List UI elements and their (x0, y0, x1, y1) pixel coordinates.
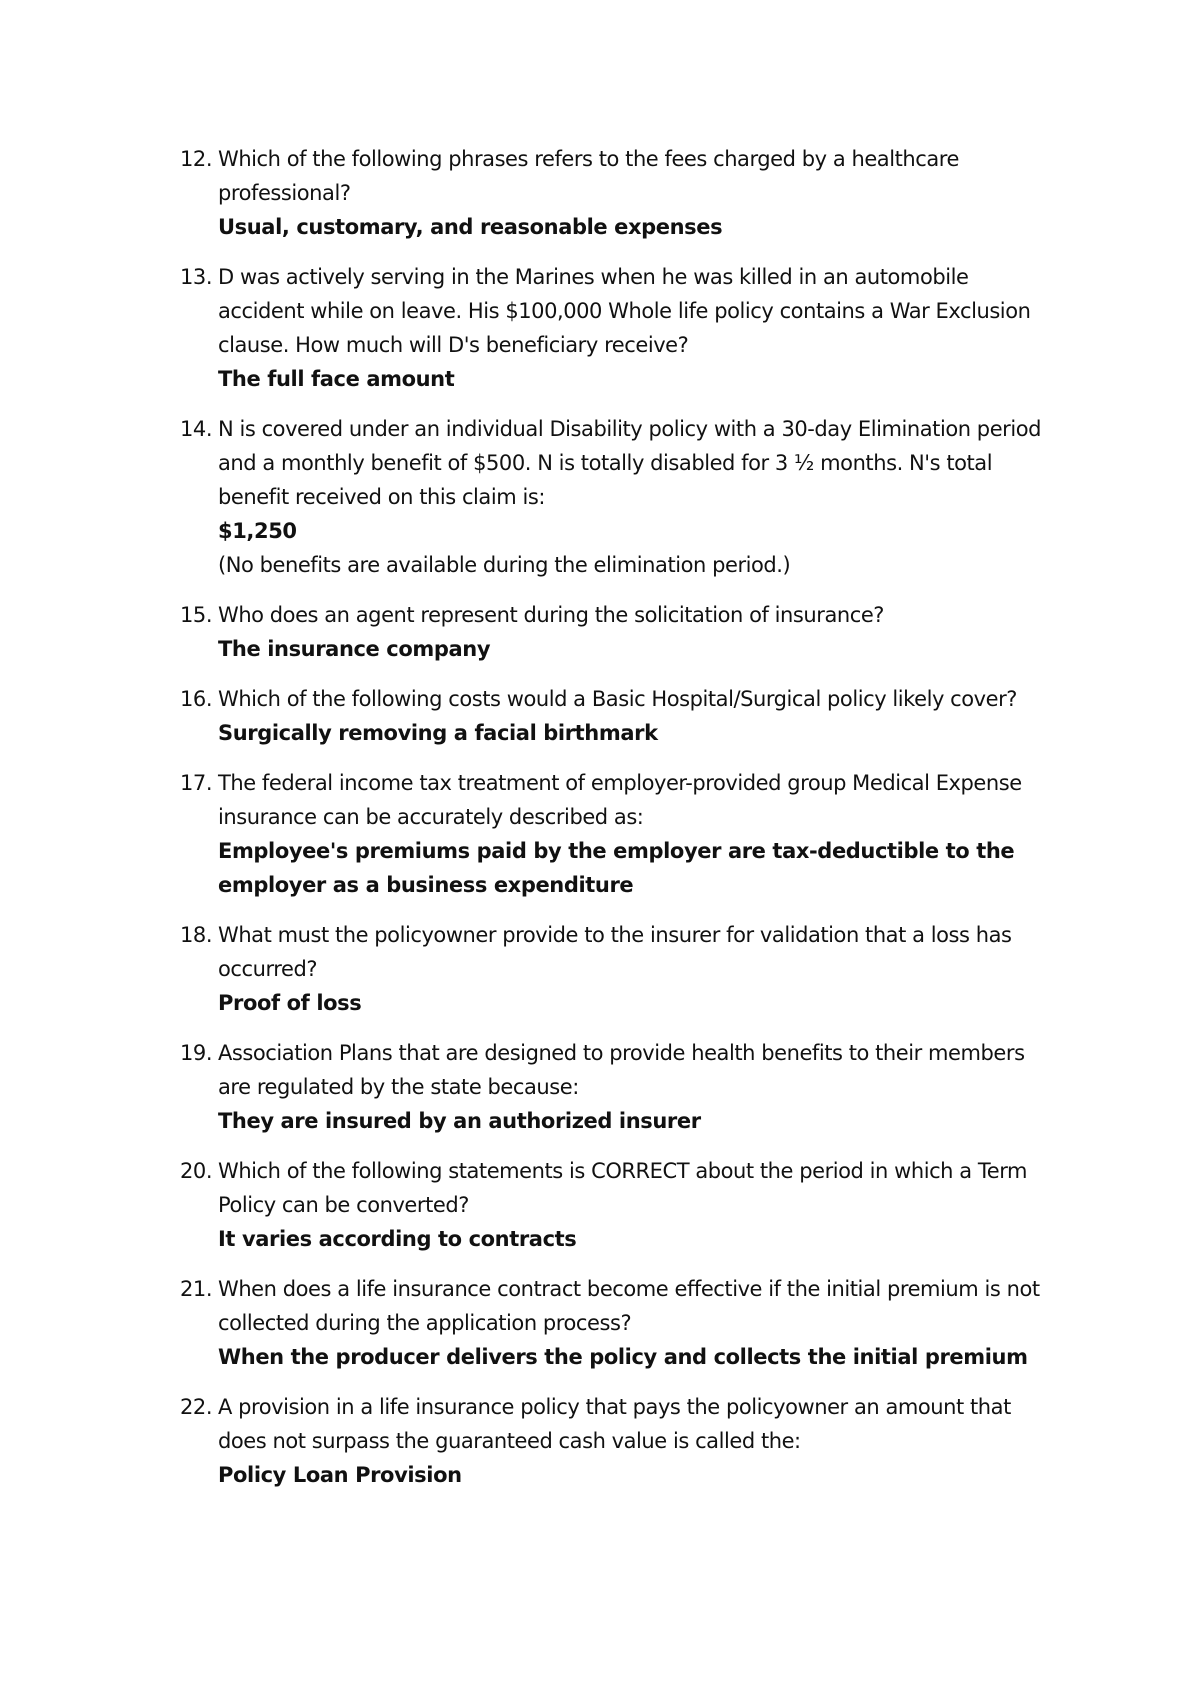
answer-text: Policy Loan Provision (218, 1463, 462, 1487)
question-number: 17. (180, 771, 213, 795)
question-number: 16. (180, 687, 213, 711)
question-text: Who does an agent represent during the solicitation of insurance? (218, 603, 884, 627)
question-item (180, 1272, 1060, 1374)
question-text: Association Plans that are designed to provide health benefits to their members are regulated by the state because: (218, 1041, 1025, 1099)
question-number: 18. (180, 923, 213, 947)
question-item (180, 260, 1060, 396)
answer-text: Employee's premiums paid by the employer are tax-deductible to the employer as a business expenditure (218, 839, 1015, 897)
question-text: N is covered under an individual Disability policy with a 30-day Elimination period and a monthly benefit of $500. N is totally disabled for 3 ½ months. N's total benefit received on this claim is: (218, 417, 1042, 509)
question-item (180, 598, 1060, 666)
question-text: D was actively serving in the Marines when he was killed in an automobile accident while on leave. His $100,000 Whole life policy contains a War Exclusion clause. How much will D's beneficiary receive? (218, 265, 1031, 357)
answer-text: When the producer delivers the policy and collects the initial premium (218, 1345, 1028, 1369)
answer-text: It varies according to contracts (218, 1227, 577, 1251)
question-number: 20. (180, 1159, 213, 1183)
question-item (180, 918, 1060, 1020)
question-text: Which of the following phrases refers to the fees charged by a healthcare professional? (218, 147, 959, 205)
question-item (180, 1390, 1060, 1492)
question-item (180, 766, 1060, 902)
question-text: Which of the following costs would a Basic Hospital/Surgical policy likely cover? (218, 687, 1018, 711)
question-item (180, 412, 1060, 582)
question-list (180, 142, 1060, 1508)
answer-text: They are insured by an authorized insurer (218, 1109, 701, 1133)
question-number: 21. (180, 1277, 213, 1301)
question-item (180, 142, 1060, 244)
question-number: 19. (180, 1041, 213, 1065)
question-text: The federal income tax treatment of employer-provided group Medical Expense insurance can be accurately described as: (218, 771, 1022, 829)
answer-text: Proof of loss (218, 991, 362, 1015)
question-number: 12. (180, 147, 213, 171)
question-number: 14. (180, 417, 213, 441)
answer-text: $1,250 (218, 519, 297, 543)
answer-note: (No benefits are available during the elimination period.) (218, 553, 791, 577)
question-item (180, 682, 1060, 750)
question-number: 22. (180, 1395, 213, 1419)
question-text: What must the policyowner provide to the insurer for validation that a loss has occurred? (218, 923, 1012, 981)
answer-text: Surgically removing a facial birthmark (218, 721, 658, 745)
question-text: A provision in a life insurance policy that pays the policyowner an amount that does not surpass the guaranteed cash value is called the: (218, 1395, 1011, 1453)
answer-text: The insurance company (218, 637, 491, 661)
question-item (180, 1036, 1060, 1138)
answer-text: Usual, customary, and reasonable expenses (218, 215, 723, 239)
question-number: 15. (180, 603, 213, 627)
question-number: 13. (180, 265, 213, 289)
question-text: When does a life insurance contract become effective if the initial premium is not collected during the application process? (218, 1277, 1040, 1335)
answer-text: The full face amount (218, 367, 455, 391)
question-item (180, 1154, 1060, 1256)
question-text: Which of the following statements is CORRECT about the period in which a Term Policy can be converted? (218, 1159, 1028, 1217)
